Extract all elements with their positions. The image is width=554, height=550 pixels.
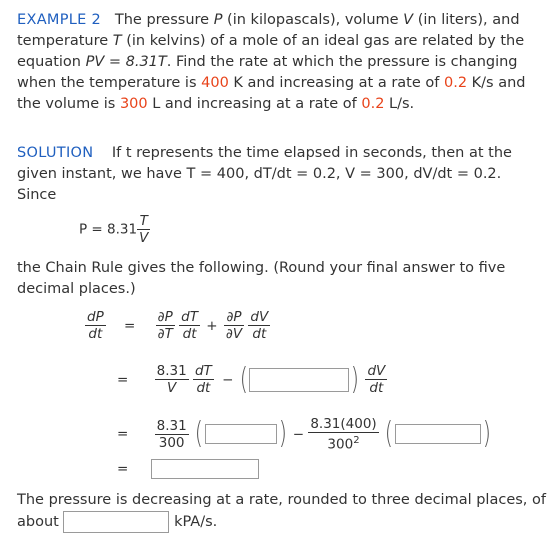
den: dt — [182, 326, 197, 342]
text: (in kilopascals), volume — [222, 12, 404, 28]
solution-paragraph — [17, 143, 547, 206]
var-p: P — [213, 12, 223, 28]
right-paren-icon: ) — [482, 416, 491, 452]
plus-sign: + — [206, 317, 218, 334]
temperature-rate: 0.2 — [443, 75, 468, 91]
volume-value: 300 — [119, 96, 148, 112]
dp-dt-fraction — [85, 309, 106, 342]
equals-sign: = — [117, 371, 129, 388]
den: ∂T — [157, 326, 173, 342]
den: dt — [252, 326, 267, 342]
dv-dt-fraction — [365, 363, 387, 396]
equation-line-1 — [85, 309, 270, 342]
solution-label: SOLUTION — [17, 145, 94, 161]
831-v-fraction — [155, 363, 189, 396]
num: dT — [194, 363, 212, 379]
num: ∂P — [156, 309, 175, 326]
left-paren-icon: ( — [239, 361, 248, 397]
left-paren-icon: ( — [384, 416, 393, 452]
text: (in kelvins) of a mole of an ideal gas are related by the equation — [17, 33, 525, 70]
dv-dt-fraction — [248, 309, 270, 342]
example-label: EXAMPLE 2 — [17, 12, 102, 28]
answer-box-5[interactable] — [63, 511, 169, 533]
den: 300 — [158, 434, 185, 451]
right-paren-icon: ) — [351, 361, 360, 397]
var-t: T — [112, 33, 122, 49]
since-text: Since — [17, 187, 57, 203]
formula-fraction — [137, 213, 150, 246]
equation-line-3 — [117, 416, 492, 453]
831-400-fraction — [308, 416, 378, 453]
minus-sign: − — [222, 371, 234, 388]
text: K and increasing at a rate of — [228, 75, 444, 91]
conclusion-text: The pressure is decreasing at a rate, rounded to three decimal places, of — [17, 492, 546, 508]
num: dT — [181, 309, 198, 325]
text: . Find the rate at which the pressure is changing when the temperature is — [17, 54, 518, 91]
equation-line-4 — [117, 459, 259, 479]
temperature-value: 400 — [201, 75, 229, 91]
num: 8.31 — [156, 363, 187, 379]
about-text: about — [17, 514, 59, 530]
dt-dt-fraction — [193, 363, 214, 396]
solution-text: If t represents the time elapsed in seconds, then at the given instant, we have T = 400, dT/dt = 0.2, V = 300, dV/dt = 0.2. — [17, 145, 512, 182]
formula-lhs: P = 8.31 — [79, 221, 138, 238]
answer-box-3[interactable] — [395, 424, 481, 444]
partial-p-t-fraction — [156, 309, 175, 342]
dt-dt-fraction — [179, 309, 200, 342]
num: dV — [367, 363, 386, 379]
chain-rule-text: the Chain Rule gives the following. (Round your final answer to five decimal places.) — [17, 260, 506, 297]
den-base: 300 — [327, 436, 354, 453]
text: L and increasing at a rate of — [147, 96, 362, 112]
pressure-formula — [79, 213, 150, 246]
answer-box-4[interactable] — [151, 459, 259, 479]
minus-sign: − — [292, 426, 305, 443]
den: V — [167, 380, 177, 396]
var-v: V — [403, 12, 414, 28]
den: dt — [88, 326, 103, 342]
units-text: kPA/s. — [174, 514, 218, 530]
formula-den: V — [139, 230, 149, 246]
den — [308, 433, 378, 453]
text: K/s and the volume is — [17, 75, 526, 112]
volume-rate: 0.2 — [361, 96, 385, 112]
den: ∂V — [225, 326, 243, 342]
answer-box-1[interactable] — [249, 368, 349, 392]
831-300-fraction — [155, 418, 189, 451]
conclusion-paragraph — [17, 490, 547, 533]
left-paren-icon: ( — [194, 416, 203, 452]
equals-sign: = — [124, 317, 136, 334]
formula-num: T — [137, 213, 150, 230]
den: dt — [369, 380, 384, 396]
text: The pressure — [114, 12, 214, 28]
right-paren-icon: ) — [278, 416, 287, 452]
equation-pv: PV = 8.31T — [85, 54, 167, 70]
text: L/s. — [384, 96, 415, 112]
num: 8.31(400) — [310, 416, 377, 432]
partial-p-v-fraction — [224, 309, 244, 342]
text: (in liters), and temperature — [17, 12, 520, 49]
equals-sign: = — [117, 426, 129, 443]
answer-box-2[interactable] — [205, 424, 277, 444]
den-exponent: 2 — [353, 435, 360, 446]
num: ∂P — [224, 309, 244, 326]
example-paragraph — [17, 10, 547, 115]
num: 8.31 — [156, 417, 187, 434]
equals-sign: = — [117, 461, 129, 477]
num: dV — [250, 309, 269, 325]
num: dP — [87, 309, 104, 325]
equation-line-2 — [117, 363, 387, 396]
den: dt — [196, 380, 211, 396]
